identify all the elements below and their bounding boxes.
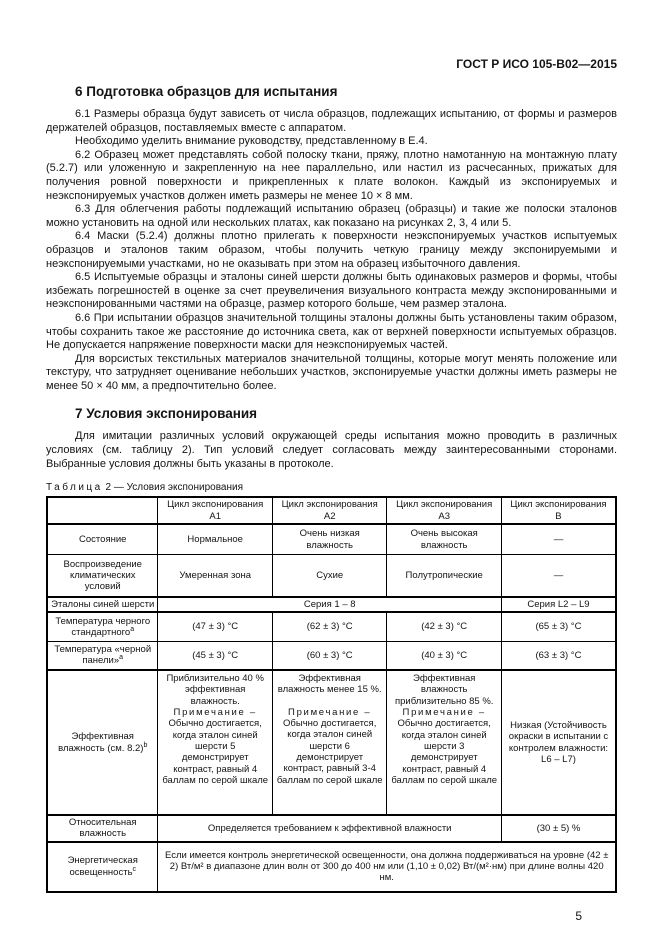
table-header-row	[47, 497, 616, 524]
condition-b-cell: —	[501, 524, 616, 555]
temp-std-label: Температура черного стандартного	[55, 615, 151, 638]
wool-label-cell: Эталоны синей шерсти	[47, 597, 158, 612]
footnote-marker: b	[143, 741, 148, 749]
climate-b-cell: —	[501, 555, 616, 597]
cycle-label: Цикл экспонирования	[281, 499, 378, 511]
table-caption	[46, 482, 617, 493]
note-label: Примечание –	[173, 707, 257, 719]
irradiance-label: Энергетическая освещенность	[67, 855, 138, 878]
note-label: Примечание –	[402, 707, 486, 719]
condition-a2-cell: Очень низкая влажность	[272, 524, 387, 555]
table-caption-text: 2 — Условия экспонирования	[102, 482, 243, 494]
irradiance-value-cell: Если имеется контроль энергетической освещенности, она должна поддерживаться на уровне (42 ± 2) Вт/м² в диапазоне длин волн от 300 до 400 нм или (1,10 ± 0,02) Вт/(м²·нм) при длине волны 420 нм.	[158, 842, 616, 892]
header-cycle-a3-cell	[387, 497, 502, 524]
page-number: 5	[575, 908, 582, 923]
temp-panel-label: Температура «черной панели»	[54, 644, 152, 667]
exposure-conditions-table	[46, 496, 617, 892]
footnote-marker: c	[132, 865, 137, 873]
header-cycle-b-cell	[501, 497, 616, 524]
note-label: Примечание –	[288, 706, 372, 718]
footnote-marker: a	[119, 654, 124, 662]
climate-a1-cell: Умеренная зона	[158, 555, 273, 597]
temp-panel-a1-cell: (45 ± 3) °С	[158, 641, 273, 670]
irradiance-label-cell	[47, 842, 158, 892]
condition-label-cell: Состояние	[47, 524, 158, 555]
humidity-a3-cell	[387, 670, 502, 815]
temp-panel-b-cell: (63 ± 3) °С	[501, 641, 616, 670]
climate-a2-cell: Сухие	[272, 555, 387, 597]
note-text: Обычно достигается, когда эталон синей шерсти 5 демонстрирует контраст, равный 4 баллам по серой шкале	[162, 718, 269, 786]
section-6-paragraph-7: 6.6 При испытании образцов значительной толщины эталоны должны быть установлены таким образом, чтобы сохранить такое же расстояние до источника света, как от верхней поверхности испытуемых образцов. Не допускается напряжение поверхности маски для неэкспонируемых частей.	[46, 311, 617, 352]
temp-panel-a2-cell: (60 ± 3) °С	[272, 641, 387, 670]
temp-panel-label-cell	[47, 641, 158, 670]
humidity-a1-cell	[158, 670, 273, 815]
humidity-a3-text: Эффективная влажность приблизительно 85 %.	[394, 673, 494, 707]
effective-humidity-row	[47, 670, 616, 815]
wool-b-cell: Серия L2 – L9	[501, 597, 616, 612]
cycle-label: Цикл экспонирования	[167, 499, 264, 511]
temp-std-b-cell: (65 ± 3) °С	[501, 612, 616, 641]
black-standard-temp-row	[47, 612, 616, 641]
section-6-paragraph-6: 6.5 Испытуемые образцы и эталоны синей шерсти должны быть одинаковых размеров и формы, чтобы избежать погрешностей в оценке за счет преувеличения визуального контраста между экспонированными и неэкспонированными частями на образце, размер которого больше, чем размер эталона.	[46, 271, 617, 311]
relative-humidity-row	[47, 815, 616, 842]
section-6-paragraph-5: 6.4 Маски (5.2.4) должны плотно прилегать к поверхности неэкспонируемых участков испытуемых образцов и эталонов таким образом, чтобы получить четкую границу между экспонируемыми и неэкспонируемыми участками, но не оказывать при этом на образец избыточного давления.	[46, 230, 617, 270]
condition-a1-cell: Нормальное	[158, 524, 273, 555]
temp-std-a1-cell: (47 ± 3) °С	[158, 612, 273, 641]
section-7-title: 7 Условия экспонирования	[75, 406, 258, 422]
humidity-a1-note	[161, 707, 269, 786]
cycle-label: Цикл экспонирования	[396, 499, 493, 511]
cycle-code: В	[555, 510, 562, 522]
black-panel-temp-row	[47, 641, 616, 670]
temp-std-a3-cell: (42 ± 3) °С	[387, 612, 502, 641]
temp-std-label-cell	[47, 612, 158, 641]
footnote-marker: a	[130, 625, 135, 633]
rel-humidity-a1a3-cell: Определяется требованием к эффективной влажности	[158, 815, 502, 842]
rel-humidity-b-cell: (30 ± 5) %	[501, 815, 616, 842]
humidity-a2-text: Эффективная влажность менее 15 %.	[277, 673, 382, 696]
section-6-paragraph-4: 6.3 Для облегчения работы подлежащий испытанию образец (образцы) и такие же полоски эталонов можно установить на одной или нескольких платах, как показано на рисунках 2, 3, 4 или 5.	[46, 203, 617, 229]
section-7-intro: Для имитации различных условий окружающей среды испытания можно проводить в различных условиях (см. таблицу 2). Тип условий следует согласовать между заинтересованными сторонами. Выбранные условия должны быть указаны в протоколе.	[46, 430, 617, 470]
header-empty-cell	[47, 497, 158, 524]
header-cycle-a2-cell	[272, 497, 387, 524]
cycle-code: А3	[438, 510, 451, 522]
section-6-title: 6 Подготовка образцов для испытания	[75, 84, 338, 99]
cycle-code: А2	[323, 510, 336, 522]
wool-a1a3-cell: Серия 1 – 8	[158, 597, 502, 612]
note-text: Обычно достигается, когда эталон синей шерсти 6 демонстрирует контраст, равный 3-4 баллам по серой шкале	[276, 718, 383, 786]
note-text: Обычно достигается, когда эталон синей шерсти 3 демонстрирует контраст, равный 4 баллам по серой шкале	[391, 718, 498, 786]
humidity-a2-note	[276, 707, 384, 786]
humidity-a2-cell	[272, 670, 387, 815]
climate-label-cell: Воспроизведение климатических условий	[47, 555, 158, 597]
humidity-a1-text: Приблизительно 40 % эффективная влажность.	[166, 673, 264, 707]
humidity-a3-note	[390, 707, 498, 786]
section-6-paragraph-8: Для ворсистых текстильных материалов значительной толщины, которые могут менять положение или текстуру, что затрудняет оценивание небольших участков, экспонируемые участки должны иметь размеры не менее 50 × 40 мм, а предпочтительно более.	[46, 352, 617, 392]
humidity-b-cell: Низкая (Устойчивость окраски в испытании с контролем влажности: L6 – L7)	[501, 670, 616, 815]
climate-a3-cell: Полутропические	[387, 555, 502, 597]
cycle-code: А1	[209, 510, 222, 522]
cycle-label: Цикл экспонирования	[510, 499, 607, 511]
humidity-label: Эффективная влажность (см. 8.2)	[58, 731, 144, 754]
rel-humidity-label-cell: Относительная влажность	[47, 815, 158, 842]
temp-panel-a3-cell: (40 ± 3) °С	[387, 641, 502, 670]
section-6-paragraph-3: 6.2 Образец может представлять собой полоску ткани, пряжу, плотно намотанную на монтажную плату (5.2.7) или уложенную и закрепленную на нее параллельно, или настил из расчесанных, прижатых для получения ровной поверхности и прикрепленных к плате волокон. Каждый из экспонируемых и неэкспонируемых участков должен иметь размеры не менее 10 × 8 мм.	[46, 148, 617, 202]
doc-code: ГОСТ Р ИСО 105-В02—2015	[456, 57, 617, 71]
section-6-paragraph-2: Необходимо уделить внимание руководству, представленному в Е.4.	[75, 135, 428, 148]
section-6-paragraph-1: 6.1 Размеры образца будут зависеть от числа образцов, подлежащих испытанию, от формы и размеров держателей образцов, поставляемых вместе с аппаратом.	[46, 108, 617, 134]
table-caption-word: Таблица	[46, 482, 103, 494]
condition-row	[47, 524, 616, 555]
condition-a3-cell: Очень высокая влажность	[387, 524, 502, 555]
irradiance-row	[47, 842, 616, 892]
temp-std-a2-cell: (62 ± 3) °С	[272, 612, 387, 641]
climate-row	[47, 555, 616, 597]
humidity-label-cell	[47, 670, 158, 815]
wool-references-row	[47, 597, 616, 612]
header-cycle-a1-cell	[158, 497, 273, 524]
